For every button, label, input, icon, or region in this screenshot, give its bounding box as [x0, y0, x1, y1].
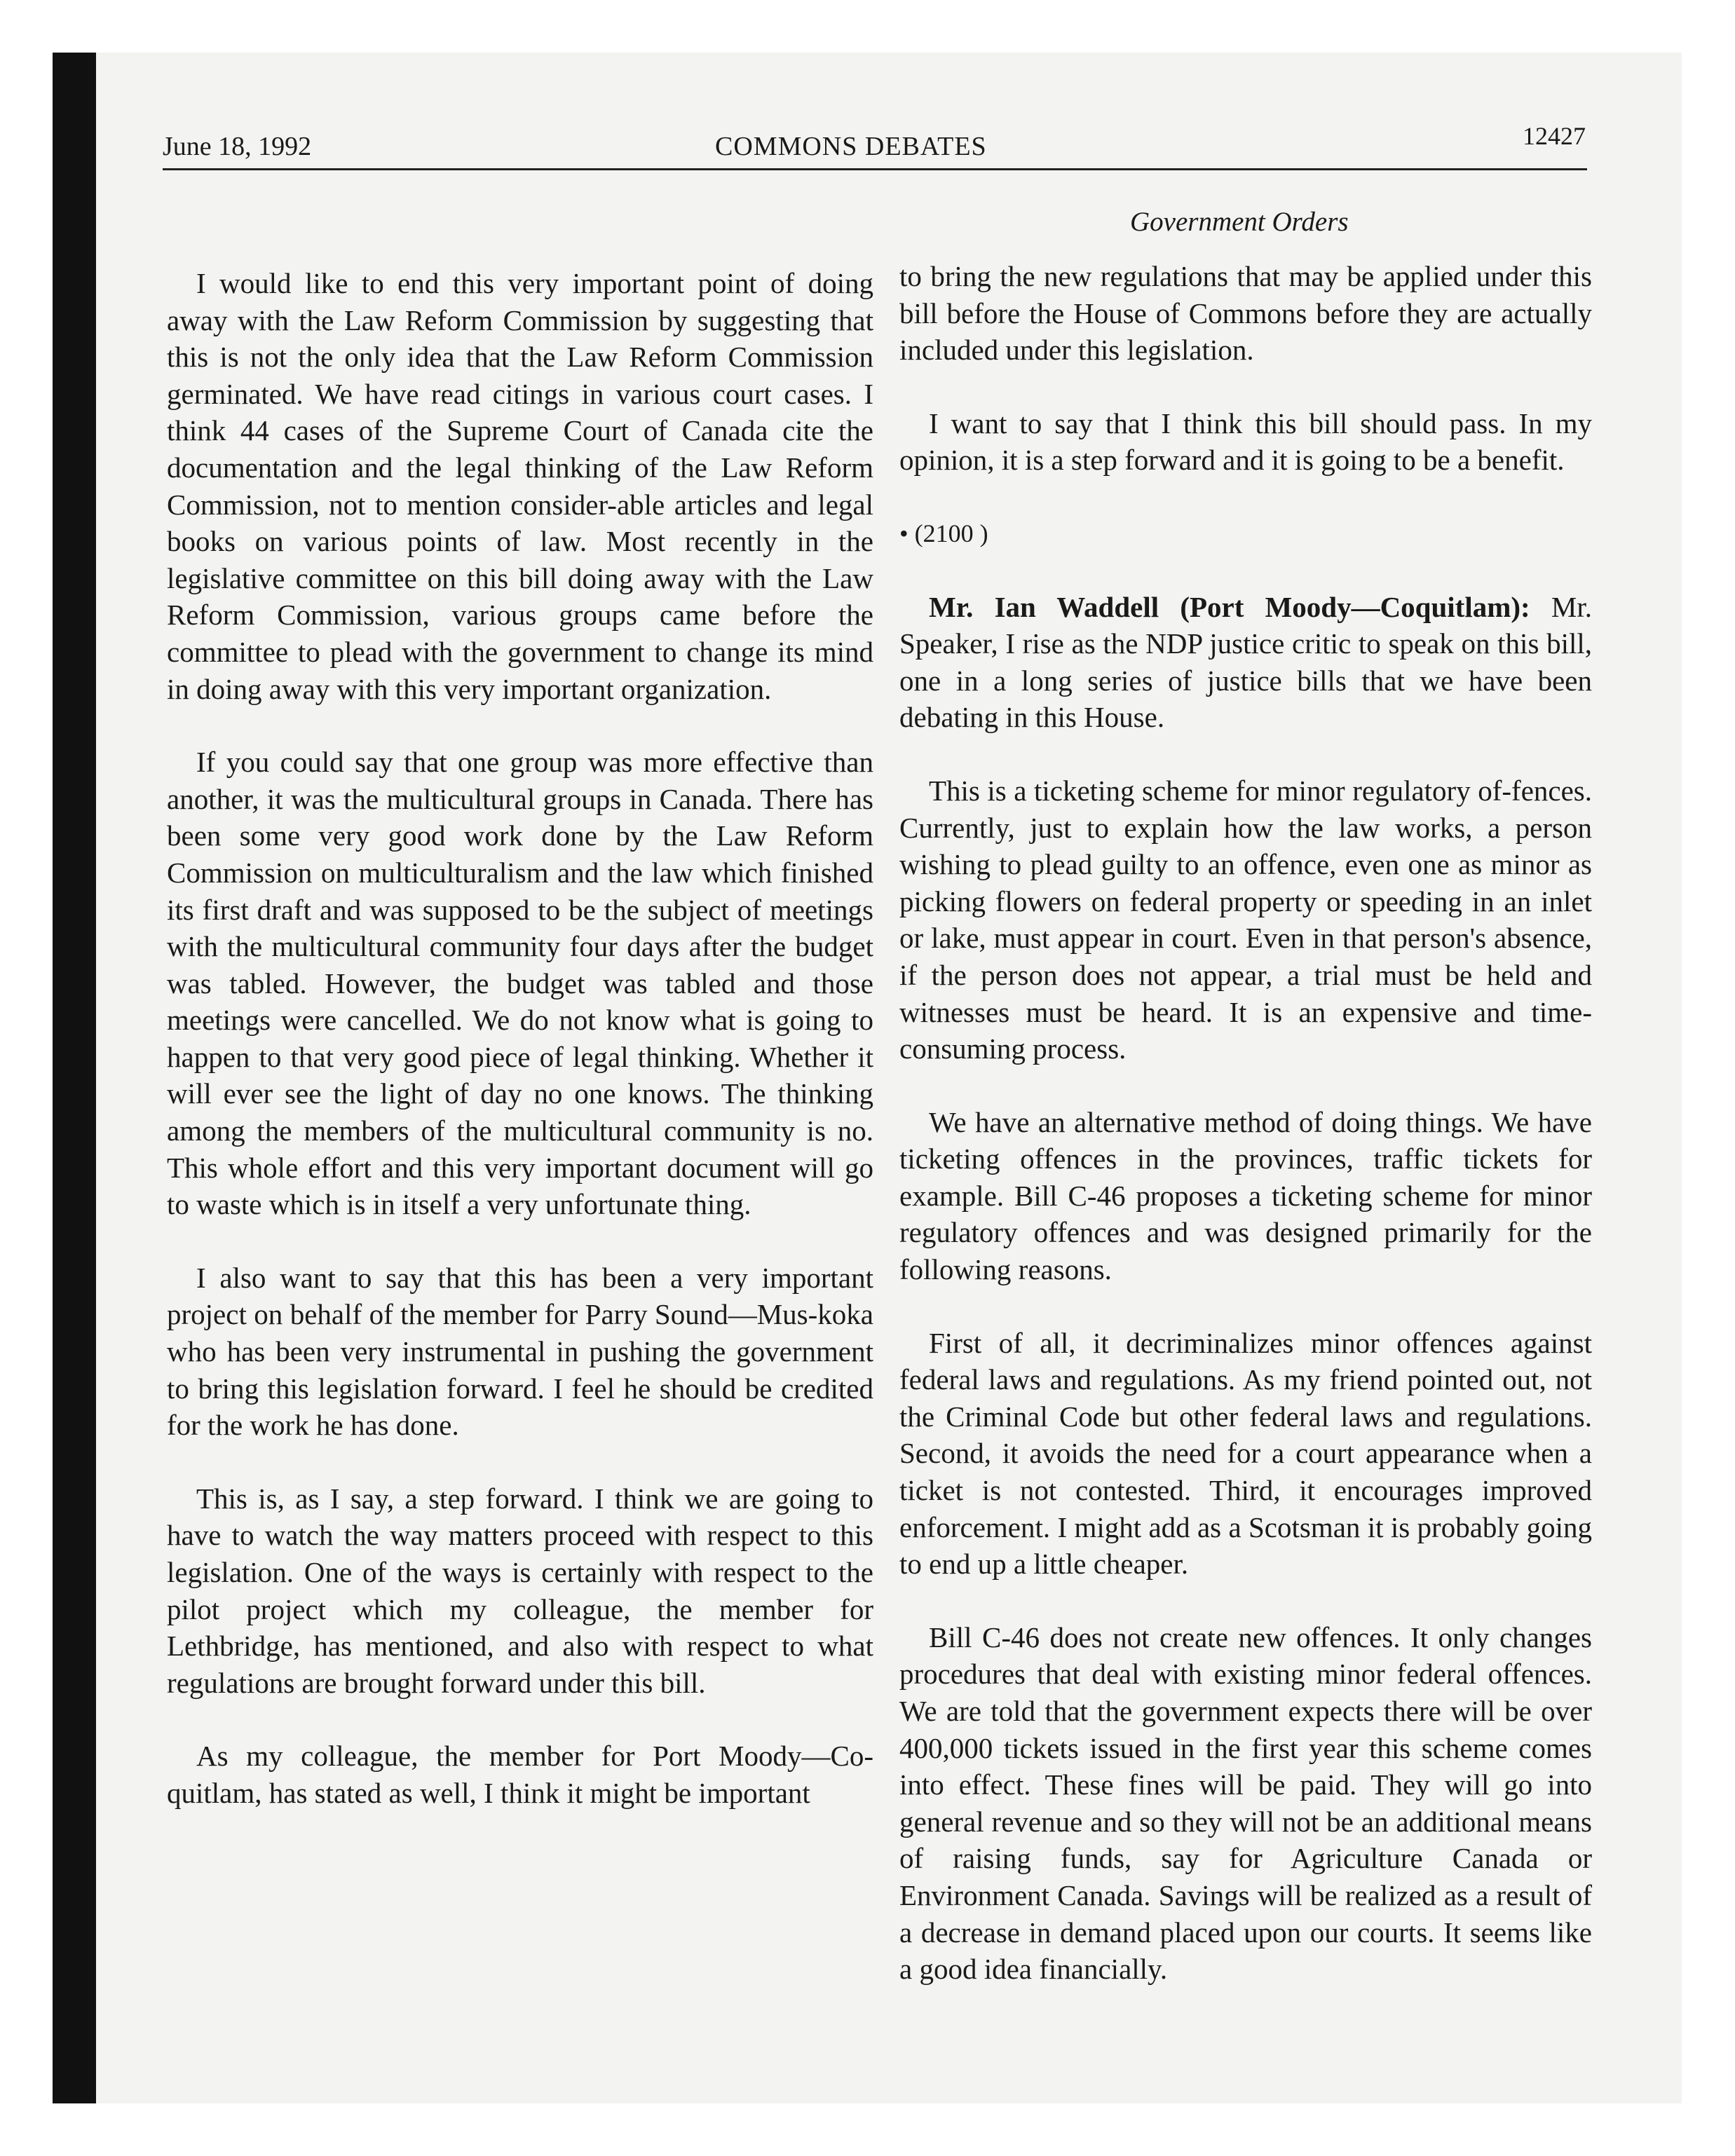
paragraph: First of all, it decriminalizes minor offences against federal laws and regulations. As my friend pointed out, not the Criminal Code but other federal laws and regulations. Second, it avoids the need for a court appearance when a ticket is not contested. Third, it encourages improved enforcement. I might add as a Scotsman it is probably going to end up a little cheaper.	[899, 1326, 1592, 1581]
right-column	[899, 258, 1592, 2024]
paragraph: This is, as I say, a step forward. I think we are going to have to watch the way matters proceed with respect to this legislation. One of the ways is certainly with respect to the pilot project which my colleague, the member for Lethbridge, has mentioned, and also with respect to what regulations are brought forward under this bill.	[167, 1482, 873, 1699]
paragraph: If you could say that one group was more effective than another, it was the multicultural groups in Canada. There has been some very good work done by the Law Reform Commission on multiculturalism and the law which finished its first draft and was supposed to be the subject of meetings with the multicultural community four days after the budget was tabled. However, the budget was tabled and those meetings were cancelled. We do not know what is going to happen to that very good piece of legal thinking. Whether it will ever see the light of day no one knows. The thinking among the members of the multicultural community is no. This whole effort and this very important document will go to waste which is in itself a very unfortunate thing.	[167, 746, 873, 1221]
paragraph: I would like to end this very important point of doing away with the Law Reform Commission by suggesting that this is not the only idea that the Law Reform Commission germinated. We have read citings in various court cases. I think 44 cases of the Supreme Court of Canada cite the documentation and the legal thinking of the Law Reform Commission, not to mention consider-able articles and legal books on various points of law. Most recently in the legislative committee on this bill doing away with the Law Reform Commission, various groups came before the committee to plead with the government to change its mind in doing away with this very important organization.	[167, 267, 873, 705]
paragraph: Bill C-46 does not create new offences. It only changes procedures that deal with existing minor federal offences. We are told that the government expects there will be over 400,000 tickets issued in the first year this scheme comes into effect. These fines will be paid. They will go into general revenue and so they will not be an additional means of raising funds, say for Agriculture Canada or Environment Canada. Savings will be realized as a result of a decrease in demand placed upon our courts. It seems like a good idea financially.	[899, 1621, 1592, 1986]
speaker-name: Mr. Ian Waddell (Port Moody—Coquitlam):	[929, 590, 1530, 623]
paragraph: I want to say that I think this bill should pass. In my opinion, it is a step forward and it is going to be a benefit.	[899, 407, 1592, 477]
left-column	[167, 265, 873, 1848]
page-number: 12427	[1523, 122, 1586, 150]
section-heading: Government Orders	[1130, 207, 1349, 237]
header-rule	[163, 168, 1587, 170]
paragraph: This is a ticketing scheme for minor regulatory of-fences. Currently, just to explain how the law works, a person wishing to plead guilty to an offence, even one as minor as picking flowers on federal property or speeding in an inlet or lake, must appear in court. Even in that person's absence, if the person does not appear, a trial must be held and witnesses must be heard. It is an expensive and time-consuming process.	[899, 774, 1592, 1065]
paragraph: I also want to say that this has been a very important project on behalf of the member for Parry Sound—Mus-koka who has been very instrumental in pushing the government to bring this legislation forward. I feel he should be credited for the work he has done.	[167, 1261, 873, 1442]
header-date: June 18, 1992	[163, 132, 312, 161]
paragraph: We have an alternative method of doing things. We have ticketing offences in the provinces, traffic tickets for example. Bill C-46 proposes a ticketing scheme for minor regulatory offences and was designed primarily for the following reasons.	[899, 1105, 1592, 1286]
time-marker: • (2100 )	[899, 519, 988, 547]
paragraph: to bring the new regulations that may be applied under this bill before the House of Commons before they are actually included under this legislation.	[899, 260, 1592, 367]
paragraph: As my colleague, the member for Port Moody—Co-quitlam, has stated as well, I think it might be important	[167, 1740, 873, 1809]
speaker-paragraph	[899, 589, 1592, 736]
header-title: COMMONS DEBATES	[715, 132, 987, 161]
speaker-text: Mr. Speaker, I rise as the NDP justice critic to speak on this bill, one in a long series of justice bills that we have been debating in this House.	[899, 590, 1592, 734]
